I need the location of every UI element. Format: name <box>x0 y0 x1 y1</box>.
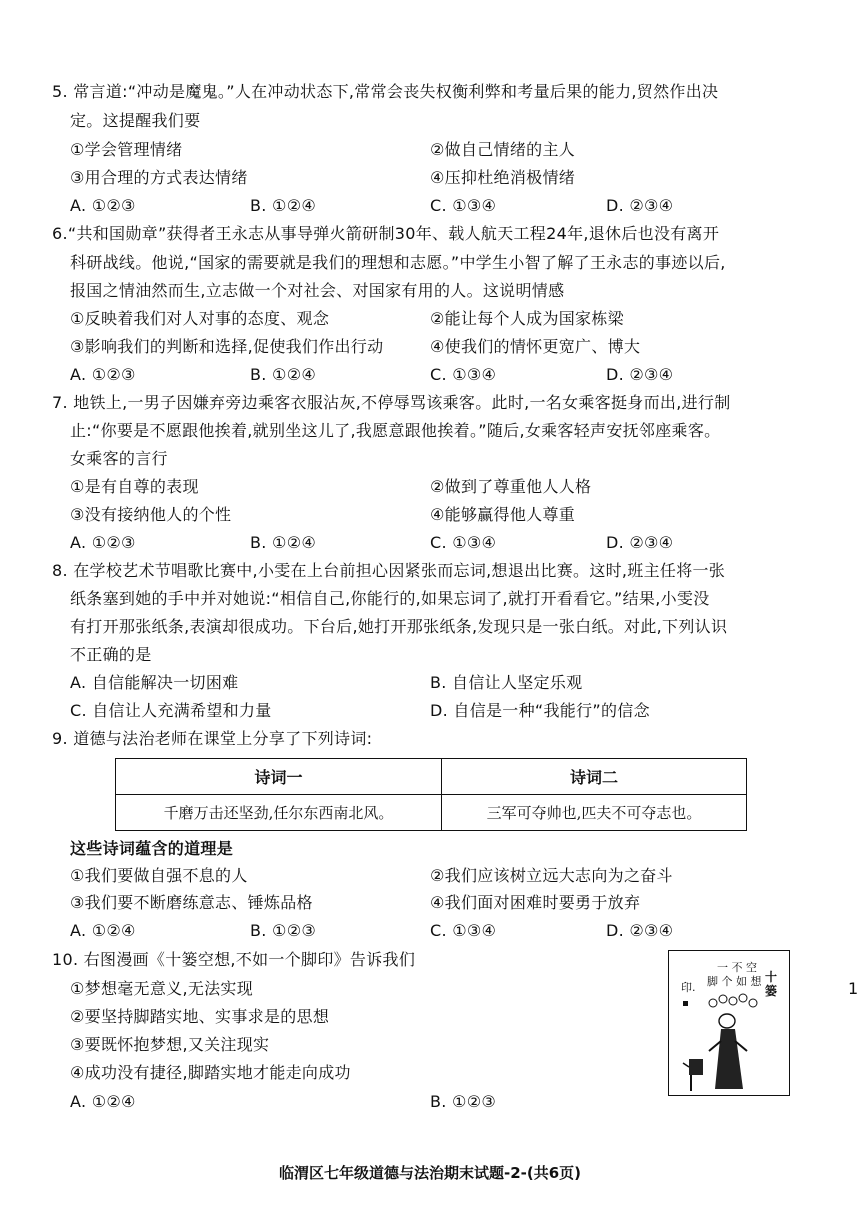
q5-option-d: D. ②③④ <box>606 196 674 215</box>
q6-stem-line2: 科研战线。他说,“国家的需要就是我们的理想和志愿。”中学生小智了解了王永志的事迹以后, <box>70 253 726 272</box>
q10-statement-4: ④成功没有捷径,脚踏实地才能走向成功 <box>70 1063 351 1082</box>
q10-option-a: A. ①②④ <box>70 1092 136 1111</box>
q5-statement-1: ①学会管理情绪 <box>70 140 183 159</box>
q7-statement-1: ①是有自尊的表现 <box>70 477 199 496</box>
q7-stem-line3: 女乘客的言行 <box>70 449 168 468</box>
q8-stem-line2: 纸条塞到她的手中并对她说:“相信自己,你能行的,如果忘词了,就打开看看它。”结果,小雯没 <box>70 589 710 608</box>
q9-option-b: B. ①②③ <box>250 921 316 940</box>
q7-statement-4: ④能够赢得他人尊重 <box>430 505 576 524</box>
q7-option-c: C. ①③④ <box>430 533 497 552</box>
q6-option-d: D. ②③④ <box>606 365 674 384</box>
q5-option-c: C. ①③④ <box>430 196 497 215</box>
q9-option-a: A. ①②④ <box>70 921 136 940</box>
poem-text-1: 千磨万击还坚劲,任尔东西南北风。 <box>116 795 442 831</box>
poem-text-2: 三军可夺帅也,匹夫不可夺志也。 <box>442 795 747 831</box>
poem-header-2: 诗词二 <box>442 759 747 795</box>
q10-statement-2: ②要坚持脚踏实地、实事求是的思想 <box>70 1007 330 1026</box>
q5-option-b: B. ①②④ <box>250 196 316 215</box>
q8-option-b: B. 自信让人坚定乐观 <box>430 673 583 692</box>
q6-statement-3: ③影响我们的判断和选择,促使我们作出行动 <box>70 337 384 356</box>
q9-statement-3: ③我们要不断磨练意志、锤炼品格 <box>70 893 313 912</box>
q10-stem-line1: 10. 右图漫画《十篓空想,不如一个脚印》告诉我们 <box>52 950 416 969</box>
cartoon-image <box>668 950 790 1096</box>
q6-stem-line3: 报国之情油然而生,立志做一个对社会、对国家有用的人。这说明情感 <box>70 281 565 300</box>
poem-table <box>115 758 747 831</box>
q6-statement-4: ④使我们的情怀更宽广、博大 <box>430 337 641 356</box>
q7-stem-line1: 7. 地铁上,一男子因嫌弃旁边乘客衣服沾灰,不停辱骂该乘客。此时,一名女乘客挺身而出,进行制 <box>52 393 731 412</box>
svg-text:十: 十 <box>765 970 778 984</box>
q9-statement-2: ②我们应该树立远大志向为之奋斗 <box>430 866 673 885</box>
q5-statement-3: ③用合理的方式表达情绪 <box>70 168 248 187</box>
q9-stem-line1: 9. 道德与法治老师在课堂上分享了下列诗词: <box>52 729 373 748</box>
q10-option-b: B. ①②③ <box>430 1092 496 1111</box>
q8-stem-line4: 不正确的是 <box>70 645 152 664</box>
q9-option-d: D. ②③④ <box>606 921 674 940</box>
q7-option-b: B. ①②④ <box>250 533 316 552</box>
side-page-number: 1 <box>848 979 859 998</box>
q6-option-a: A. ①②③ <box>70 365 136 384</box>
cartoon-drawing <box>669 951 789 1095</box>
q8-option-a: A. 自信能解决一切困难 <box>70 673 239 692</box>
q9-stem-line2: 这些诗词蕴含的道理是 <box>70 839 234 858</box>
q7-statement-2: ②做到了尊重他人人格 <box>430 477 592 496</box>
q5-stem-line2: 定。这提醒我们要 <box>70 111 201 130</box>
q9-option-c: C. ①③④ <box>430 921 497 940</box>
svg-text:篓: 篓 <box>765 984 778 998</box>
q5-option-a: A. ①②③ <box>70 196 136 215</box>
q7-option-a: A. ①②③ <box>70 533 136 552</box>
q6-stem-line1: 6.“共和国勋章”获得者王永志从事导弹火箭研制30年、载人航天工程24年,退休后也没有离开 <box>52 224 720 243</box>
q8-option-d: D. 自信是一种“我能行”的信念 <box>430 701 650 720</box>
q9-statement-1: ①我们要做自强不息的人 <box>70 866 248 885</box>
q7-statement-3: ③没有接纳他人的个性 <box>70 505 232 524</box>
page-footer: 临渭区七年级道德与法治期末试题-2-(共6页) <box>278 1164 582 1182</box>
q6-option-b: B. ①②④ <box>250 365 316 384</box>
svg-text:一 不 空: 一 不 空 <box>717 961 757 974</box>
q10-statement-1: ①梦想毫无意义,无法实现 <box>70 979 254 998</box>
q10-statement-3: ③要既怀抱梦想,又关注现实 <box>70 1035 270 1054</box>
q8-option-c: C. 自信让人充满希望和力量 <box>70 701 272 720</box>
svg-text:印.: 印. <box>681 981 696 994</box>
q5-statement-2: ②做自己情绪的主人 <box>430 140 576 159</box>
q5-statement-4: ④压抑杜绝消极情绪 <box>430 168 576 187</box>
q6-statement-1: ①反映着我们对人对事的态度、观念 <box>70 309 330 328</box>
q8-stem-line3: 有打开那张纸条,表演却很成功。下台后,她打开那张纸条,发现只是一张白纸。对此,下列认识 <box>70 617 728 636</box>
q9-statement-4: ④我们面对困难时要勇于放弃 <box>430 893 641 912</box>
q8-stem-line1: 8. 在学校艺术节唱歌比赛中,小雯在上台前担心因紧张而忘词,想退出比赛。这时,班主任将一张 <box>52 561 726 580</box>
poem-header-1: 诗词一 <box>116 759 442 795</box>
q6-statement-2: ②能让每个人成为国家栋梁 <box>430 309 624 328</box>
q6-option-c: C. ①③④ <box>430 365 497 384</box>
q5-stem-line1: 5. 常言道:“冲动是魔鬼。”人在冲动状态下,常常会丧失权衡利弊和考量后果的能力,贸然作出决 <box>52 82 719 101</box>
svg-text:脚 个 如 想: 脚 个 如 想 <box>707 975 762 988</box>
q7-stem-line2: 止:“你要是不愿跟他挨着,就别坐这儿了,我愿意跟他挨着。”随后,女乘客轻声安抚邻座乘客。 <box>70 421 721 440</box>
q7-option-d: D. ②③④ <box>606 533 674 552</box>
